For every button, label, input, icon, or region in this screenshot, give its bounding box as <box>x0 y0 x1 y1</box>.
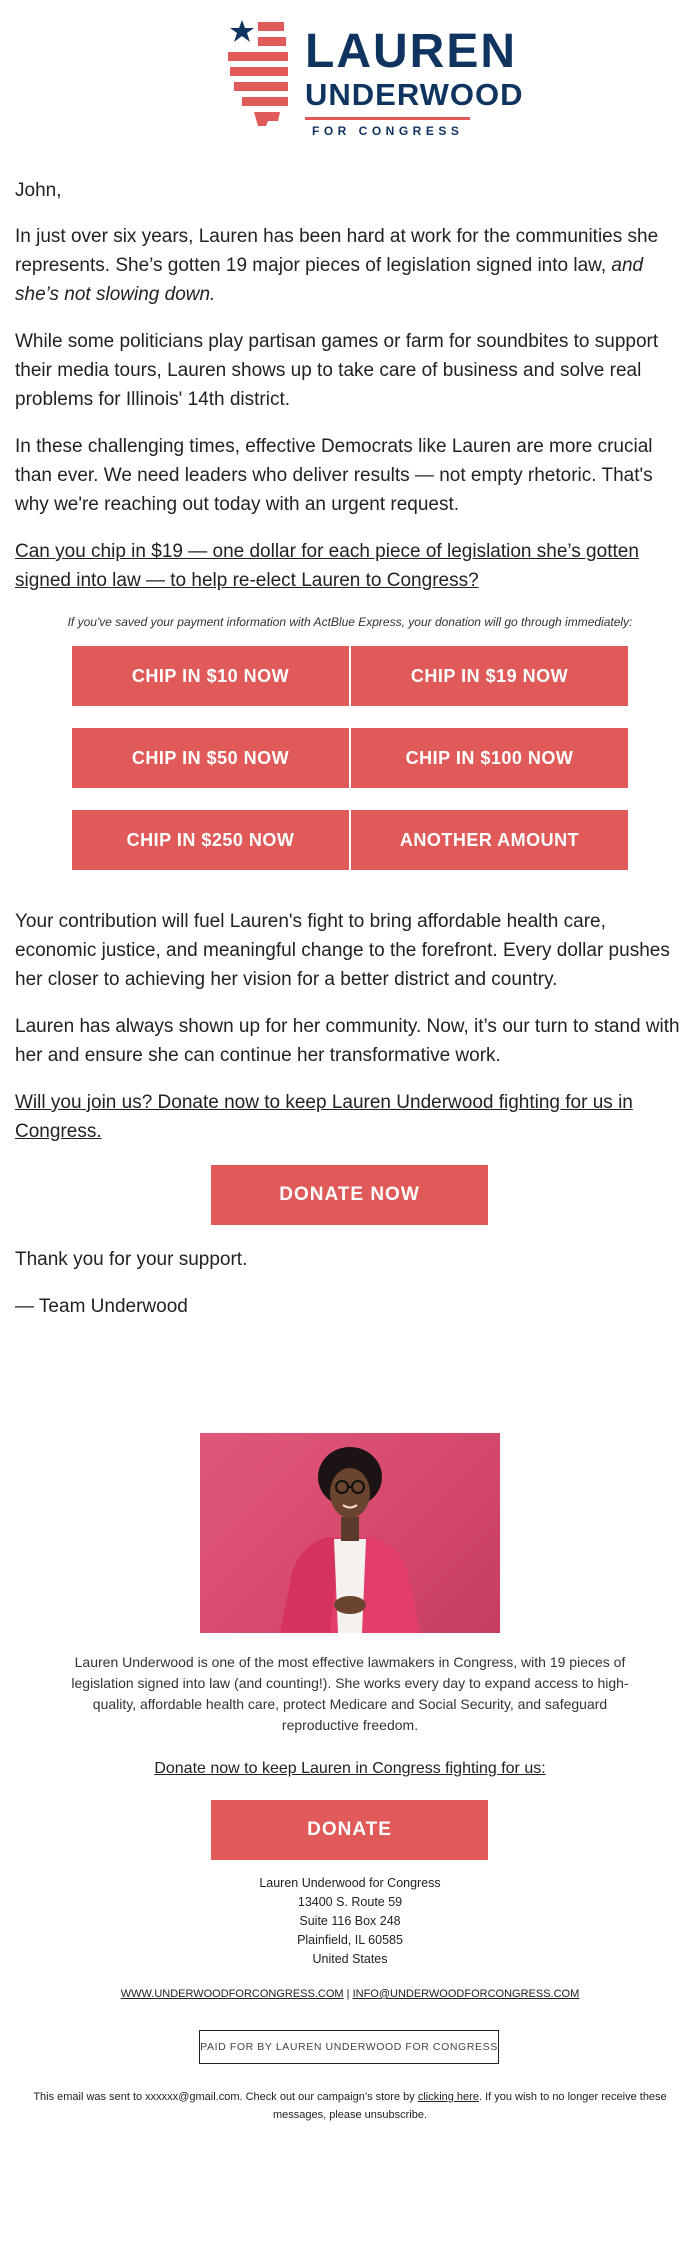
paragraph-politicians: While some politicians play partisan games or farm for soundbites to support their media tours, Lauren shows up to take care of business and solve real problems for Illinois' 14th district. <box>15 331 659 410</box>
footer-links <box>0 1988 700 2000</box>
address-city: Plainfield, IL 60585 <box>297 1933 403 1947</box>
address-country: United States <box>312 1952 388 1966</box>
join-us-link[interactable]: Will you join us? Donate now to keep Lauren Underwood fighting for us in Congress. <box>15 1092 633 1142</box>
illinois-flag-icon <box>228 20 288 135</box>
paragraph-intro-emphasis: and she’s not slowing down. <box>15 255 644 305</box>
candidate-bio: Lauren Underwood is one of the most effective lawmakers in Congress, with 19 pieces of legislation signed into law (and counting!). She works every day to expand access to high-quality, affordable health care, protect Medicare and Social Security, and safeguard reproductive freedom. <box>71 1654 629 1733</box>
logo-tagline: FOR CONGRESS <box>312 124 464 138</box>
email-disclaimer <box>30 2088 670 2124</box>
logo-name-last: UNDERWOOD <box>305 77 524 112</box>
chip-in-19-button[interactable]: CHIP IN $19 NOW <box>351 646 628 706</box>
paragraph-intro-text: In just over six years, Lauren has been hard at work for the communities she represents. She’s gotten 19 major pieces of legislation signed into law, <box>15 226 659 276</box>
signoff: — Team Underwood <box>15 1296 188 1317</box>
address-org: Lauren Underwood for Congress <box>259 1876 441 1890</box>
logo-name-first: LAUREN <box>305 25 517 78</box>
candidate-portrait-image <box>200 1433 500 1633</box>
logo-divider <box>305 117 470 120</box>
greeting: John, <box>15 180 62 201</box>
footer-donate-link[interactable]: Donate now to keep Lauren in Congress fighting for us: <box>154 1760 546 1777</box>
footer-link-separator: | <box>346 1988 350 2000</box>
donate-19-link[interactable]: Can you chip in $19 — one dollar for each piece of legislation she’s gotten signed into law — to help re-elect Lauren to Congress? <box>15 541 639 591</box>
paragraph-intro <box>15 222 683 309</box>
footer-donate-button[interactable]: DONATE <box>211 1800 488 1860</box>
chip-in-250-button[interactable]: CHIP IN $250 NOW <box>72 810 349 870</box>
paragraph-community: Lauren has always shown up for her community. Now, it’s our turn to stand with her and ensure she can continue her transformative work. <box>15 1016 680 1066</box>
actblue-express-note: If you've saved your payment information with ActBlue Express, your donation will go through immediately: <box>67 615 633 629</box>
chip-in-100-button[interactable]: CHIP IN $100 NOW <box>351 728 628 788</box>
paragraph-contribution: Your contribution will fuel Lauren's fight to bring affordable health care, economic justice, and meaningful change to the forefront. Every dollar pushes her closer to achieving her vision for a better district and country. <box>15 911 670 990</box>
join-link-paragraph <box>15 1088 683 1146</box>
thanks-line: Thank you for your support. <box>15 1249 248 1270</box>
another-amount-button[interactable]: ANOTHER AMOUNT <box>351 810 628 870</box>
website-link[interactable]: WWW.UNDERWOODFORCONGRESS.COM <box>120 1988 344 2000</box>
chip-in-50-button[interactable]: CHIP IN $50 NOW <box>72 728 349 788</box>
paid-for-box: PAID FOR BY LAUREN UNDERWOOD FOR CONGRESS <box>199 2030 499 2064</box>
disclaimer-text-end: . If you wish to no longer receive these messages, please unsubscribe. <box>272 2091 667 2121</box>
address-street: 13400 S. Route 59 <box>297 1895 403 1909</box>
paragraph-challenging-times: In these challenging times, effective Democrats like Lauren are more crucial than ever. We need leaders who deliver results — not empty rhetoric. That's why we're reaching out today with an urgent request. <box>15 436 653 515</box>
footer-donate-link-row <box>0 1760 700 1778</box>
ask-link-paragraph <box>15 537 683 595</box>
chip-in-10-button[interactable]: CHIP IN $10 NOW <box>72 646 349 706</box>
campaign-logo <box>228 20 524 138</box>
candidate-photo <box>200 1433 500 1633</box>
disclaimer-text-start: This email was sent to xxxxxx@gmail.com. Check out our campaign’s store by <box>33 2091 418 2103</box>
store-link[interactable]: clicking here <box>417 2091 479 2103</box>
donate-now-button[interactable]: DONATE NOW <box>211 1165 488 1225</box>
address-suite: Suite 116 Box 248 <box>299 1914 401 1928</box>
info-email-link[interactable]: INFO@UNDERWOODFORCONGRESS.COM <box>352 1988 580 2000</box>
